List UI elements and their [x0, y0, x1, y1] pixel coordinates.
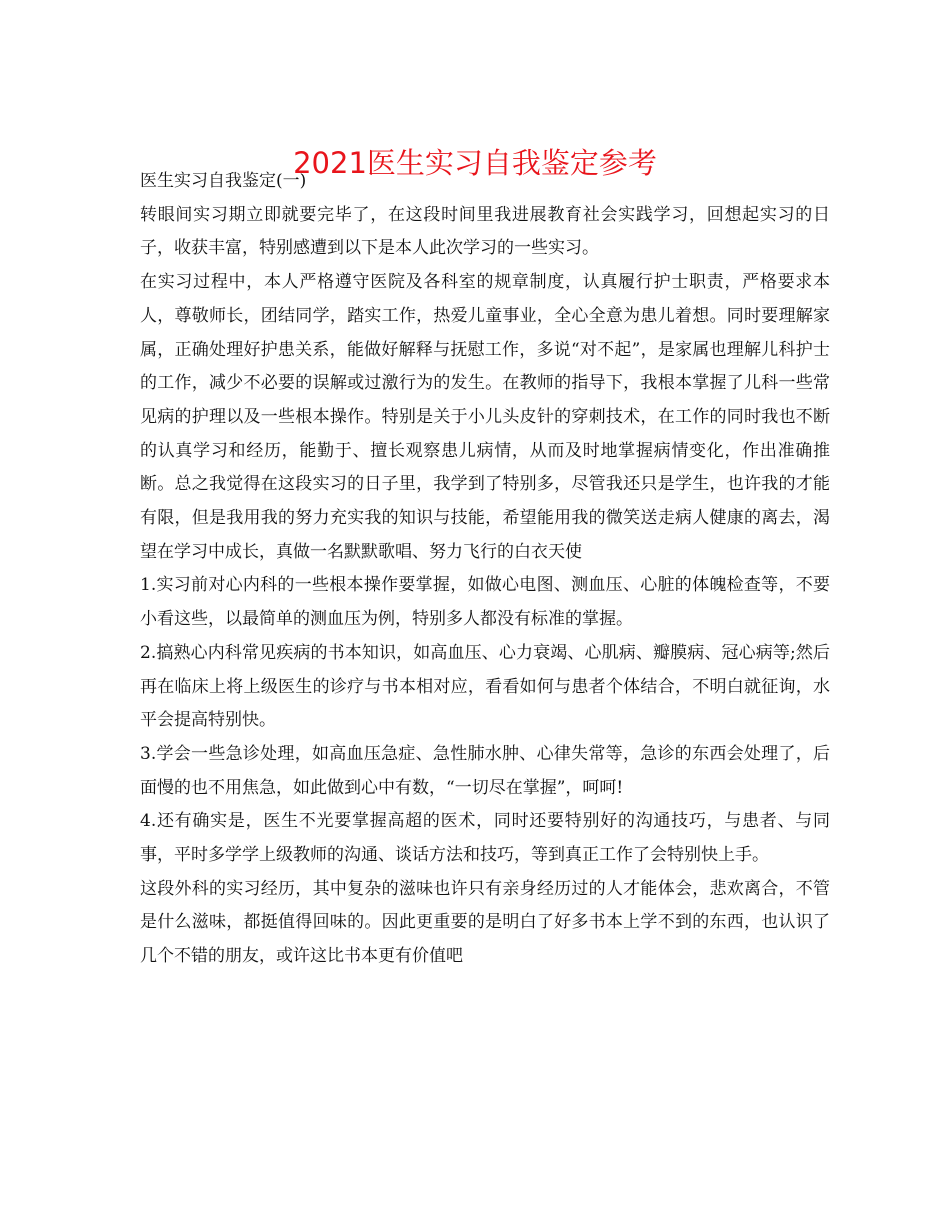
list-item-3: 3.学会一些急诊处理，如高血压急症、急性肺水肿、心律失常等，急诊的东西会处理了，后面慢的也不用焦急，如此做到心中有数，“一切尽在掌握”，呵呵!	[140, 743, 830, 798]
paragraph-experience: 在实习过程中，本人严格遵守医院及各科室的规章制度，认真履行护士职责，严格要求本人，尊敬师长，团结同学，踏实工作，热爱儿童事业，全心全意为患儿着想。同时要理解家属，正确处理好护患关系，能做好解释与抚慰工作，多说“对不起”，是家属也理解儿科护士的工作，减少不必要的误解或过激行为的发生。在教师的指导下，我根本掌握了儿科一些常见病的护理以及一些根本操作。特别是关于小儿头皮针的穿刺技术，在工作的同时我也不断的认真学习和经历，能勤于、擅长观察患儿病情，从而及时地掌握病情变化，作出准确推断。总之我觉得在这段实习的日子里，我学到了特别多，尽管我还只是学生，也许我的才能有限，但是我用我的努力充实我的知识与技能，希望能用我的微笑送走病人健康的离去，渴望在学习中成长，真做一名默默歌唱、努力飞行的白衣天使	[140, 272, 830, 562]
paragraph-conclusion: 这段外科的实习经历，其中复杂的滋味也许只有亲身经历过的人才能体会，悲欢离合，不管是什么滋味，都挺值得回味的。因此更重要的是明白了好多书本上学不到的东西，也认识了几个不错的朋友，或许这比书本更有价值吧	[140, 878, 830, 967]
section-heading: 医生实习自我鉴定(一)	[140, 171, 307, 191]
paragraph-intro: 转眼间实习期立即就要完毕了，在这段时间里我进展教育社会实践学习，回想起实习的日子，收获丰富，特别感遭到以下是本人此次学习的一些实习。	[140, 204, 830, 259]
list-item-4: 4.还有确实是，医生不光要掌握高超的医术，同时还要特别好的沟通技巧，与患者、与同事，平时多学学上级教师的沟通、谈话方法和技巧，等到真正工作了会特别快上手。	[140, 811, 830, 866]
list-item-1: 1.实习前对心内科的一些根本操作要掌握，如做心电图、测血压、心脏的体魄检查等，不要小看这些，以最简单的测血压为例，特别多人都没有标准的掌握。	[140, 575, 830, 630]
list-item-2: 2.搞熟心内科常见疾病的书本知识，如高血压、心力衰竭、心肌病、瓣膜病、冠心病等;然后再在临床上将上级医生的诊疗与书本相对应，看看如何与患者个体结合，不明白就征询，水平会提高特别快。	[140, 642, 830, 731]
document-body	[140, 165, 830, 974]
document-title: 2021医生实习自我鉴定参考	[293, 146, 657, 181]
